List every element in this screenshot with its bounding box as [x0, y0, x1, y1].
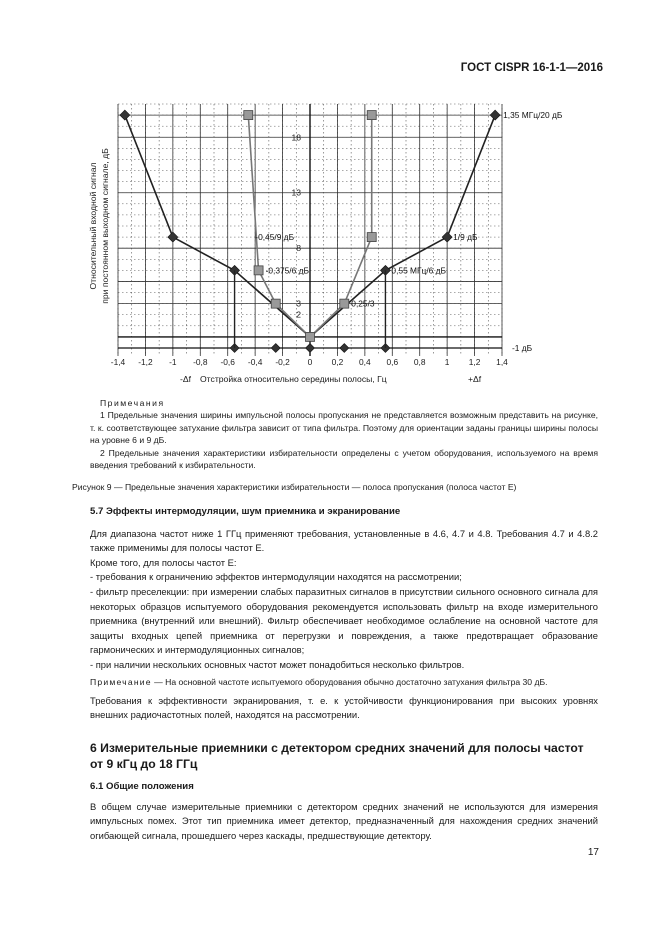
inner-point	[254, 266, 263, 275]
y-axis-label: Относительный входной сигнал	[88, 162, 98, 290]
x-tick-label: -0,2	[275, 357, 290, 367]
list-item: - при наличии нескольких основных частот может понадобиться несколько фильтров.	[90, 658, 465, 670]
floor-marker	[340, 344, 349, 353]
list-item: - фильтр преселекции: при измерении слабых паразитных сигналов в присутствии сильного основного сигнала для некоторых образцов испытуемого оборудования рекомендуется использовать фильтр на входе измерительного приемника (внутренний или внешний). Фильтр обеспечивает необходимое ослабление на основной частоте для защиты входных цепей приемника от перегрузки и повреждения, а также предотвращает образование гармонических и интермодуляционных сигналов;	[90, 585, 598, 656]
x-tick-label: -0,6	[220, 357, 235, 367]
section-6-heading: 6 Измерительные приемники с детектором средних значений для полосы частот от 9 кГц до 18 ГГц	[90, 741, 584, 771]
note	[90, 676, 598, 689]
section-5-7-heading: 5.7 Эффекты интермодуляции, шум приемника и экранирование	[90, 506, 401, 517]
y-tick-label: 13	[291, 187, 301, 198]
x-tick-label: -0,8	[193, 357, 208, 367]
selectivity-chart	[0, 0, 661, 400]
y-tick-label: 18	[291, 132, 301, 143]
inner-point	[340, 299, 349, 308]
inner-point	[244, 111, 253, 120]
paragraph: Требования к эффективности экранирования, т. е. к устойчивости функционирования при высоких уровнях внешних радиочастотных полей, находятся на рассмотрении.	[90, 694, 598, 721]
x-tick-label: 1,2	[468, 357, 481, 367]
annotation-label: -1 дБ	[512, 343, 533, 353]
x-tick-label: -1,4	[110, 357, 126, 367]
x-axis-label: Отстройка относительно середины полосы, Гц	[200, 374, 387, 384]
section-6-1-heading: 6.1 Общие положения	[90, 781, 194, 792]
floor-marker	[271, 344, 280, 353]
x-tick-label: -1,2	[138, 357, 153, 367]
floor-marker	[306, 344, 315, 353]
outer-point	[490, 110, 500, 120]
x-tick-label: -1	[169, 357, 177, 367]
outer-point	[168, 232, 178, 242]
section-6-1	[90, 780, 598, 843]
chart-axes	[118, 104, 502, 356]
paragraph: В общем случае измерительные приемники с детектором средних значений не используются для измерения импульсных помех. Этот тип приемника имеет детектор, предназначенный для нахождения средних значений огибающей сигнала, прошедшего через каскады, предшествующие детектору.	[90, 800, 598, 841]
annotation-label: 0,55 МГц/6 дБ	[391, 265, 447, 276]
x-tick-label: 1,4	[496, 357, 508, 367]
figure-notes	[90, 397, 598, 471]
annotation-label: 1,35 МГц/20 дБ	[503, 110, 563, 121]
x-tick-label: 0,6	[386, 357, 399, 367]
notes-title: Примечания	[100, 398, 165, 408]
x-tick-label: 0,4	[359, 357, 371, 367]
annotation-label: -0,45/9 дБ	[255, 232, 295, 243]
paragraph: Кроме того, для полосы частот E:	[90, 556, 237, 568]
inner-point	[367, 111, 376, 120]
inner-point	[306, 332, 315, 341]
x-plus-label: +Δf	[468, 374, 482, 384]
annotation-label: 0,25/3	[351, 298, 375, 309]
note-1: 1 Предельные значения ширины импульсной полосы пропускания не представляется возможным представить на рисунке, т. к. соответствующее затухание фильтра зависит от типа фильтра. Поэтому для ориентации заданы границы ширины полосы на уровне 6 и 9 дБ.	[90, 410, 598, 446]
inner-point	[367, 233, 376, 242]
note-label: Примечание	[90, 676, 152, 687]
standard-header: ГОСТ CISPR 16-1-1—2016	[460, 62, 603, 74]
x-minus-label: -Δf	[180, 374, 191, 384]
x-tick-label: -0,4	[247, 357, 263, 367]
note-2: 2 Предельные значения характеристики избирательности определены с учетом оборудования, используемого на время введения требований к избирательности.	[90, 447, 598, 471]
annotation-label: -0,375/6 дБ	[265, 265, 310, 276]
x-tick-label: 0,2	[331, 357, 344, 367]
y-tick-label: 2	[296, 309, 301, 320]
inner-point	[271, 299, 280, 308]
note-text: — На основной частоте испытуемого оборудования обычно достаточно затухания фильтра 30 дБ.	[151, 676, 548, 687]
paragraph: Для диапазона частот ниже 1 ГГц применяют требования, установленные в 4.6, 4.7 и 4.8. Требования 4.7 и 4.8.2 также применимы для полосы частот E.	[90, 527, 598, 554]
annotation-label: 1/9 дБ	[453, 232, 478, 243]
section-5-7	[90, 505, 598, 723]
y-tick-label: 3	[296, 298, 301, 309]
y-tick-label: 8	[296, 243, 301, 254]
figure-caption: Рисунок 9 — Предельные значения характеристики избирательности — полоса пропускания (полоса частот E)	[72, 482, 517, 492]
page-number: 17	[587, 847, 599, 858]
outer-point	[442, 232, 452, 242]
y-axis-label: при постоянном выходном сигнале, дБ	[100, 148, 110, 304]
list-item: - требования к ограничению эффектов интермодуляции находятся на рассмотрении;	[90, 571, 462, 583]
x-tick-label: 0,8	[413, 357, 426, 367]
x-tick-label: 1	[444, 357, 450, 367]
x-tick-label: 0	[307, 357, 313, 367]
outer-point	[120, 110, 130, 120]
